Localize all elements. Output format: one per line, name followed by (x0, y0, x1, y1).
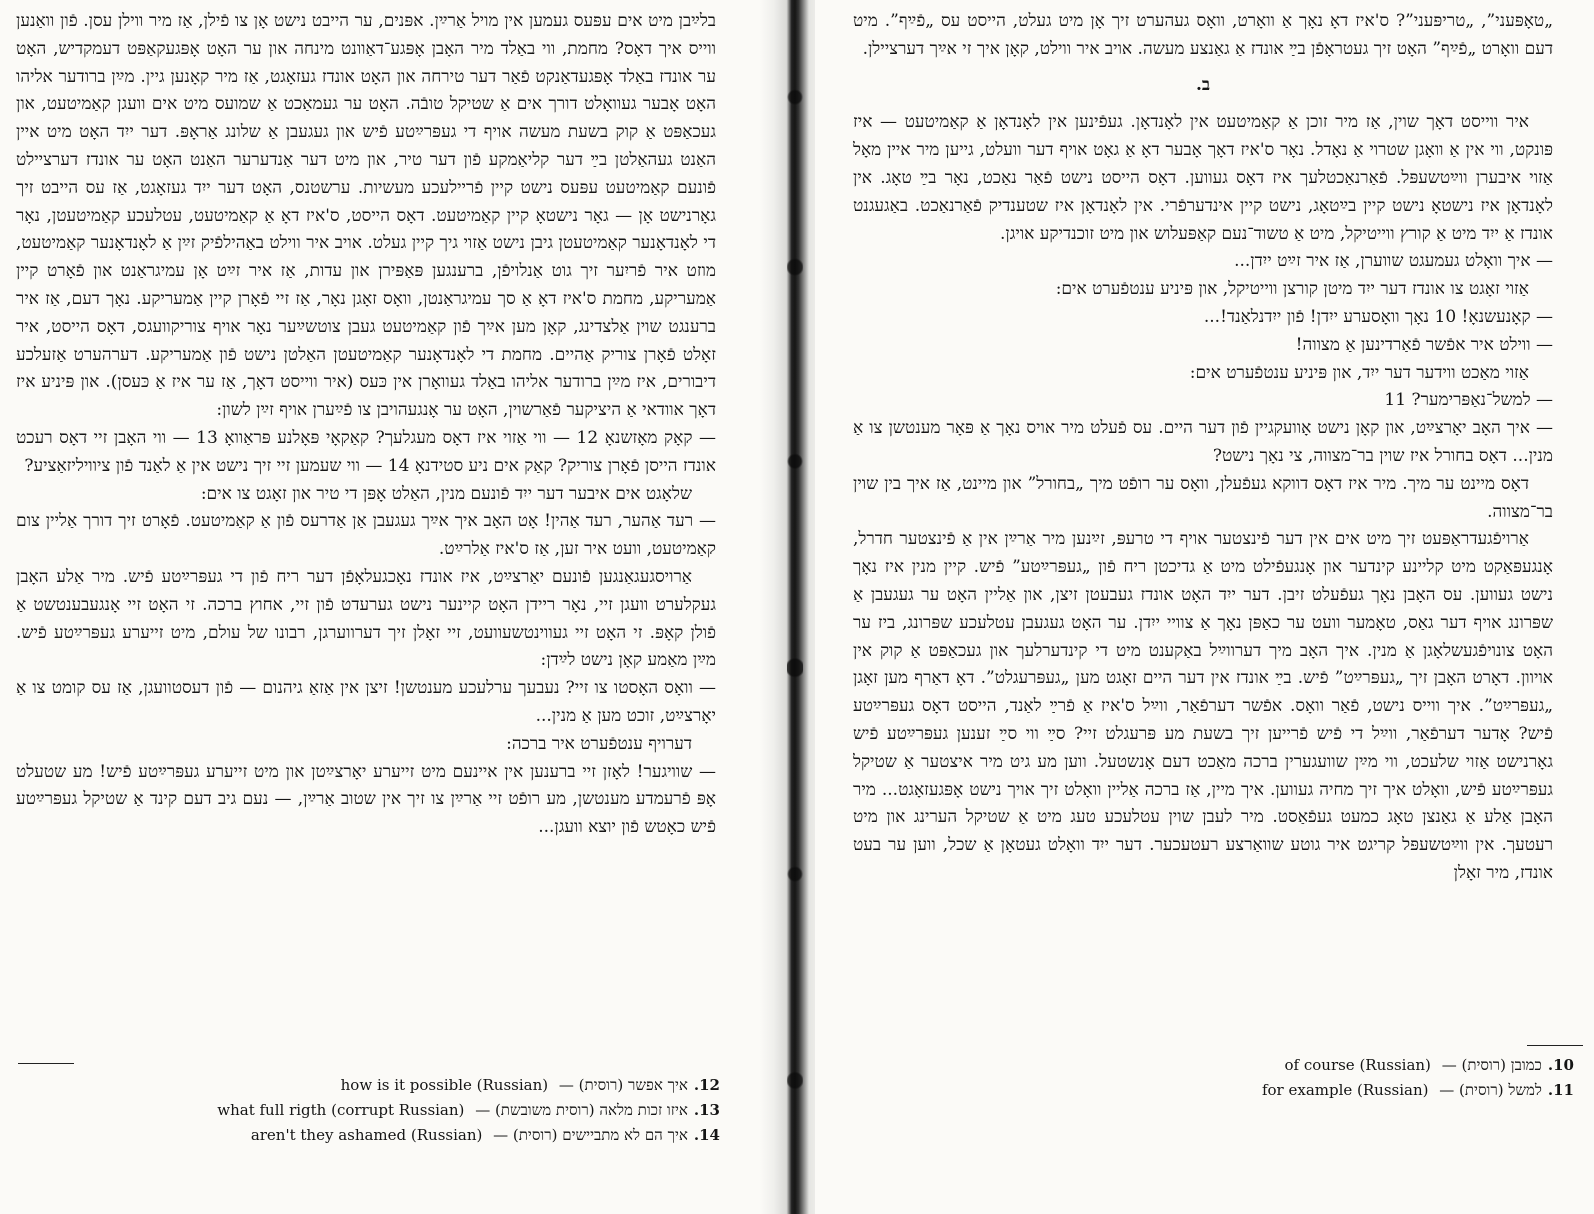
dialogue-line: — קאָנעשנאָ! 10 נאָך וואָסערע ייִדן! פֿון ייִדנלאַנד!... (1203, 306, 1553, 327)
paragraph: איר ווייסט דאָך שוין, אַז מיר זוכן אַ קאַמיטעט אין לאָנדאָן. געפֿינען אין לאָנדאָן אַ קאַמיטעט — איז פּונקט, ווי אין אַ וואָגן שטרוי אַ נאָדל. נאָר ס'איז דאָך אָבער דאָ אַ גאָט אויף דער וועלט, גייען מיר איין מאָל אַזוי איבערן ווײַטשעפּל. פֿאַרנאַכטלעך איז דאָס געווען. דאָס הייסט נישט פֿאַר נאַכט, נאָר בײַ טאָג. אין לאָנדאָן איז נישטאָ נישט קיין בײַטאָג, נישט קיין אינדערפֿרי. אין לאָנדאָן איז שטענדיק פֿאַרנאַכט. באַגעגנט אונדז אַ ייִד מיט אַ קורץ ווייטיקל, מיט אַ טשוד־נעם קאַפּעלוש און מיט זוכנדיקע אויגן. (853, 112, 1553, 244)
paragraph: שלאָגט אים איבער דער ייִד פֿונעם מנין, האַלט אָפּן די טיר און זאָגט צו אים: (200, 483, 692, 504)
dialogue-line: — איך וואָלט געמעגט שווערן, אַז איר זײַט ייִדן... (1234, 251, 1553, 272)
section-heading: ב. (1195, 74, 1211, 95)
dialogue-line: — למשל־נאַפּרימער? 11 (1384, 390, 1553, 411)
paragraph: אַרויפֿגעדראַפּעט זיך מיט אים אין דער פֿינצטער אויף די טרעפּ, זײַנען מיר אַרײַן אין אַ פֿינצטער חדרל, אָנגעפּאַקט מיט קליינע קינדער און אָנגעפֿילט מיט אַ גדיכטן ריח פֿון „געפּרײַטע” פֿיש. קיין מנין איז נאָך נישט געווען. עס האָבן נאָך געפֿעלט זיבן. דער ייִד האָט אונדז געבעטן זיצן, און אַליין האָט ער געגעבן אַ שפּרונג אויף דער גאַס, טאָמער וועט ער כאַפּן נאָך אַ צוויי ייִדן. ער האָט געגעבן עטלעכע שפּרונג, ביז ער האָט צונויפֿגעשלאָגן אַ מנין. איך האָב מיך דערווײַל באַקענט מיט די קינדערלעך און געכאַפּט אַ קוק אין אויוון. דאָרט האָבן זיך „געפּרײַט” פֿיש. בײַ אונדז אין דער היים זאָגט מען „געפּרעגלט”. דאָ דאַרף מען זאָגן „געפּרײַט”. איך ווייס נישט, פֿאַר וואָס. אפֿשר דערפֿאַר, ווײַל ס'איז אַ פֿרײַ לאַנד, הייסט דאָס געפּרײַטע פֿיש? אָדער דערפֿאַר, ווײַל די פֿיש פֿרייען זיך בשעת מע פּרעגלט זיי? סײַ ווי סײַ זענען געפּרײַטע פֿיש גאָרנישט אַזוי שלעכט, ווי מײַן שוועגערין ברכה מאַכט דעם אָנשטעל. ווען מע גיט מיר איצטער אַ שטיקל געפּרײַטע פֿיש, וואָלט איך זיך מחיה געווען. איך מיין, אַז ברכה אַליין וואָלט זיך אויך נישט אָפּגעזאָגט... מיר האָבן אַלע אַ גאַנצן טאָג כמעט געפֿאַסט. מיר לעבן שוין עטלעכע טעג מיט אַ שטיקל הערינג און מיט רעטעך. אין ווײַטשעפּל קריגט איר גוטע שוואַרצע רעטעכער. דער ייִד וואָלט געטאָן אַ שכל, ווען ער בעט אונדז, מיר זאָלן (853, 529, 1553, 883)
right-page-body (853, 8, 1553, 904)
paragraph: אַרויסגעגאַנגען פֿונעם יאַרצײַט, איז אונדז נאָכגעלאָפֿן דער ריח פֿון די געפּרײַטע פֿיש. מיר אַלע האָבן געקלערט וועגן זיי, נאָר ריידן האָט קיינער נישט גערעדט פֿון זיי, אחוץ ברכה. זי האָט זיי אָנגעבענטשט אַ פֿולן קאָפּ. זי האָט זיי געווינטשעוועט, זיי זאָלן זיך דערווערגן, רבונו של עולם, מיט זייערע געפּרײַטע פֿיש. מײַן מאַמע קאָן נישט לײַדן: (16, 566, 716, 671)
left-page-body (16, 8, 716, 904)
paragraph: דאָס מיינט ער מיך. מיר איז דאָס דווקא געפֿעלן, וואָס ער רופֿט מיך „בחורל” און מיינט, אַז איך בין שוין בר־מצווה. (853, 473, 1553, 522)
paragraph: אַזוי מאַכט ווידער דער ייִד, און פּיניע ענטפֿערט אים: (1189, 362, 1529, 383)
dialogue-line: — קאָק מאָזשנאָ 12 — ווי אַזוי איז דאָס מעגלעך? קאַקאָי פּאָלנע פּראַוואָ 13 — ווי האָבן זיי דאָס רעכט אונדז הייסן פֿאָרן צוריק? קאַק אים ניע סטידנאָ 14 — ווי שעמען זיי זיך נישט אין אַ לאַנד פֿון ציוויליזאַציע? (16, 427, 716, 476)
paragraph: דערויף ענטפֿערט איר ברכה: (506, 733, 692, 754)
dialogue-line: — שוויגער! לאָזן זיי ברענען אין איינעם מיט זייערע יאָרצײַטן און מיט זייערע געפּרײַטע פֿיש! מע שטעלט אָפּ פֿרעמדע מענטשן, מע רופֿט זיי אַרײַן צו זיך אין שטוב אַרײַן, — נעם גיב דעם קינד אַ שטיקל געפּרײַטע פֿיש כאָטש פֿון יוצא וועגן... (16, 761, 716, 838)
dialogue-line: — ווילט איר אפֿשר פֿאַרדינען אַ מצווה! (1295, 334, 1553, 355)
dialogue-line: — איך האָב יאָרצײַט, און קאָן נישט אָוועקגיין פֿון דער היים. עס פֿעלט מיר אויס נאָך אַ פּאָר מענטשן צו אַ מנין... דאָס בחורל איז שוין בר־מצווה, צי נאָך נישט? (853, 418, 1553, 466)
footnote: for example (Russian) למשל (רוסית) — .11 (1261, 1081, 1574, 1099)
footnote-divider (18, 1063, 74, 1064)
footnote: aren't they ashamed (Russian) איך הם לא מתביישים (רוסית) — .14 (250, 1126, 720, 1144)
left-footnotes (160, 1073, 720, 1148)
paragraph: בלײַבן מיט אים עפּעס געמען אין מויל אַרײַן. אפּנים, ער הייבט נישט אָן צו פֿילן, אַז מיר ווילן עסן. פֿון וואַנען ווייס איך דאָס? מחמת, ווי באַלד מיר האָבן אָפּגע־דאַוונט מינחה און ער האָט אָפּגעקאַפּט דעמקדיש, האָט ער אונדז באַלד אָפּגעדאַנקט פֿאַר דער טירחה און האָט אונדז געזאָגט, אַז מיר קאָנען גיין. מײַן ברודער אליהו האָט אָבער געוואָלט דורך אים אַ שטיקל טובֿה. האָט ער געמאַכט אַ שמועס מיט אים וועגן קאַמיטעט, און געכאַפּט אַ קוק בשעת מעשה אויף די געפּרײַטע פֿיש און געגעבן אַ שלונג אַראָפּ. דער ייִד האָט מיט איין האַנט געהאַלטן בײַ דער קליאַמקע פֿון דער טיר, און מיט דער אַנדערער האַנט האָט ער אונדז דערציילט פֿונעם קאַמיטעט עפּעס נישט קיין פֿריילעכע מעשיות. ערשטנס, האָט דער ייִד געזאָגט, אַז עס הייבט זיך גאָרנישט אָן — גאָר נישטאָ קיין קאַמיטעט. דאָס הייסט, ס'איז דאָ אַ קאַמיטעט, עטלעכע קאַמיטעטן, נאָר די לאָנדאָנער קאַמיטעטן גיבן נישט אַזוי גיך קיין געלט. אויב איר ווילט באַהילפֿיק זײַן אַ לאָנדאָנער קאַמיטעט, מוזט איר פֿריִער זיך גוט אַנלויפֿן, ברענגען פּאַפּירן און עדות, אַז איר זײַט אָן עמיגראַנט און פֿאָרט קיין אַמעריקע, מחמת ס'איז דאָ אַ סך עמיגראַנטן, וואָס זאָגן נאָר, אַז זיי פֿאָרן קיין אַמעריקע. נאָך דעם, אַז איר ברענגט שוין אַלצדינג, קאָן מען אײַך פֿון קאַמיטעט געבן צוטשײַער נאָר אויף צוריקוועגס, דאָס הייסט, איר זאָלט פֿאָרן צוריק אַהיים. מחמת די לאָנדאָנער קאַמיטעטן האַלטן נישט פֿון אַמעריקע. דערהערט אַזעלכע דיבורים, איז מײַן ברודער אליהו באַלד געוואָרן אין כּעס (איר ווייסט דאָך, אַז ער איז אַ כּעסן). און פּיניע איז דאָך אוודאי אַ היציקער פֿאַרשוין, האָט ער אָנגעהויבן צו פֿײַערן אויף זײַן לשון: (16, 11, 716, 421)
paragraph: „טאָפּעני”, „טריפּעני”? ס'איז דאָ נאָך אַ וואָרט, וואָס געהערט זיך אָן מיט געלט, הייסט עס „פֿײַף”. מיט דעם וואָרט „פֿײַף” האָט זיך געטראָפֿן בײַ אונדז אַ גאַנצע מעשה. אויב איר ווילט, קאָן איך זי אײַך דערציילן. (853, 11, 1553, 59)
footnote: how is it possible (Russian) איך אפשר (רוסית) — .12 (340, 1076, 720, 1094)
dialogue-line: — וואָס האָסטו צו זיי? נעבעך ערלעכע מענטשן! זיצן אין אַזאַ גיהנום — פֿון דעסטוועגן, אַז עס קומט צו אַ יאָרצײַט, זוכט מען אַ מנין... (16, 678, 716, 726)
dialogue-line: — רעד אַהער, רעד אַהין! אָט האָב איך אײַך געגעבן אַן אַדרעס פֿון אַ קאַמיטעט. פֿאָרט זיך דורך אַליין צום קאַמיטעט, וועט איר זען, אַז ס'איז אַלרײַט. (16, 511, 716, 560)
footnote: what full rigth (corrupt Russian) איזו זכות מלאה (רוסית משובשת) — .13 (217, 1101, 720, 1119)
footnote: of course (Russian) כמובן (רוסית) — .10 (1284, 1056, 1574, 1074)
right-footnotes (1014, 1053, 1574, 1103)
right-page (815, 0, 1594, 1214)
footnote-divider (1527, 1045, 1583, 1046)
left-page (0, 0, 780, 1214)
paragraph: אַזוי זאָגט צו אונדז דער ייִד מיטן קורצן ווייטיקל, און פּיניע ענטפֿערט אים: (1055, 279, 1529, 300)
